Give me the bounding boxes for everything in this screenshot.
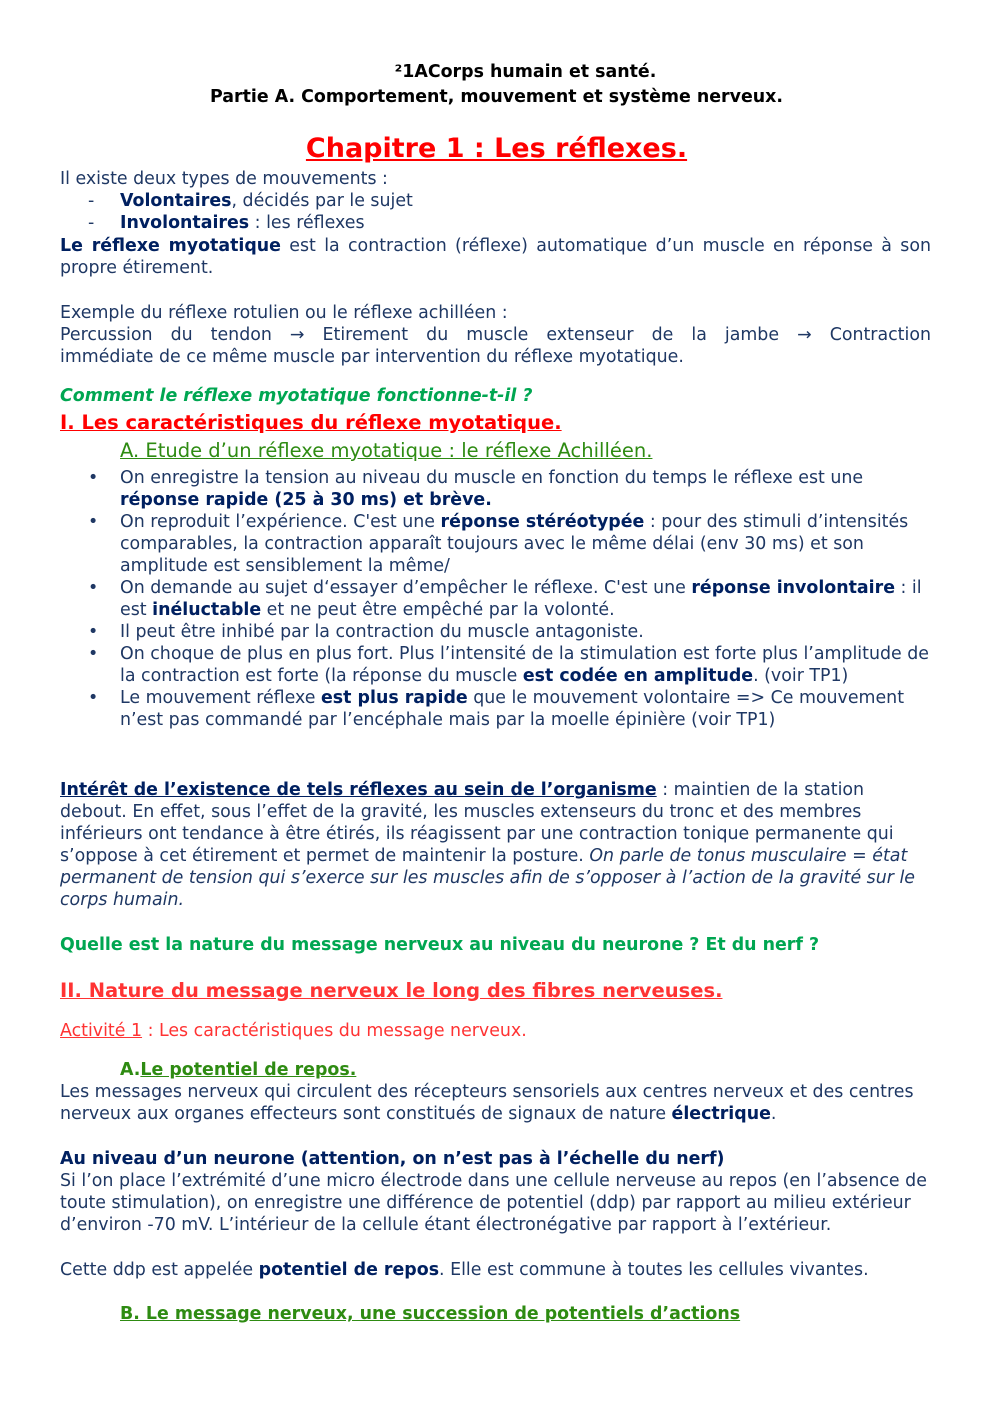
movement-types-list [60,190,931,234]
section-2a-text: Les messages nerveux qui circulent des récepteurs sensoriels aux centres nerveux et des centres nerveux aux organes effecteurs sont constitués de signaux de nature électrique. [60,1082,914,1124]
achilles-reflex-list [60,467,931,731]
section-2a-title: A.Le potentiel de repos. [120,1060,357,1080]
list-item: • Le mouvement réflexe est plus rapide que le mouvement volontaire => Ce mouvement n’est pas commandé par l’encéphale mais par la moelle épinière (voir TP1) [88,688,905,730]
example-line-2: immédiate de ce même muscle par intervention du réflexe myotatique. [60,347,684,367]
section-1-title: I. Les caractéristiques du réflexe myotatique. [60,411,562,434]
intro-line: Il existe deux types de mouvements : [60,169,388,189]
activity-link[interactable]: Activité 1 [60,1021,143,1041]
list-item: - Volontaires, décidés par le sujet [88,191,413,211]
reflex-interest: Intérêt de l’existence de tels réflexes au sein de l’organisme : maintien de la station debout. En effet, sous l’effet de la gravité, les muscles extenseurs du tronc et des membres inférieurs ont tendance à être étirés, ils réagissent par une contraction tonique permanente qui s’oppose à cet étirement et permet de maintenir la posture. On parle de tonus musculaire = état permanent de tension qui s’exerce sur les muscles afin de s’opposer à l’action de la gravité sur le corps humain. [60,780,915,910]
section-2b-title: B. Le message nerveux, une succession de potentiels d’actions [120,1304,741,1324]
activity-line: Activité 1 : Les caractéristiques du message nerveux. [60,1021,527,1041]
type-involuntary: Involontaires [120,213,250,233]
list-item: • Il peut être inhibé par la contraction du muscle antagoniste. [88,622,644,642]
chapter-title: Chapitre 1 : Les réflexes. [305,133,688,164]
list-item: • On choque de plus en plus fort. Plus l’intensité de la stimulation est forte plus l’amplitude de la contraction est forte (la réponse du muscle est codée en amplitude. (voir TP1) [88,644,929,686]
reflex-definition: Le réflexe myotatique est la contraction (réflexe) automatique d’un muscle en réponse à son propre étirement. [60,236,931,278]
example-line-1: Percussion du tendon → Etirement du muscle extenseur de la jambe → Contraction [60,325,931,345]
question-1: Comment le réflexe myotatique fonctionne-t-il ? [60,386,533,406]
neuron-heading: Au niveau d’un neurone (attention, on n’est pas à l’échelle du nerf) [60,1149,725,1169]
question-2: Quelle est la nature du message nerveux au niveau du neurone ? Et du nerf ? [60,935,820,955]
list-item: • On enregistre la tension au niveau du muscle en fonction du temps le réflexe est une réponse rapide (25 à 30 ms) et brève. [88,468,864,510]
example-intro: Exemple du réflexe rotulien ou le réflexe achilléen : [60,303,508,323]
section-2-title: II. Nature du message nerveux le long des fibres nerveuses. [60,979,723,1002]
list-item: • On reproduit l’expérience. C'est une réponse stéréotypée : pour des stimuli d’intensités comparables, la contraction apparaît toujours avec le même délai (env 30 ms) et son amplitude est sensiblement la même/ [88,512,909,576]
resting-potential-text: Cette ddp est appelée potentiel de repos. Elle est commune à toutes les cellules vivantes. [60,1260,869,1280]
header-course: ²1ACorps humain et santé. [394,62,657,82]
section-1a-title: A. Etude d’un réflexe myotatique : le réflexe Achilléen. [120,439,653,462]
neuron-text: Si l’on place l’extrémité d’une micro électrode dans une cellule nerveuse au repos (en l’absence de toute stimulation), on enregistre une différence de potentiel (ddp) par rapport au milieu extérieur d’environ -70 mV. L’intérieur de la cellule étant électronégative par rapport à l’extérieur. [60,1171,927,1235]
header-part: Partie A. Comportement, mouvement et système nerveux. [210,87,783,107]
list-item: - Involontaires : les réflexes [88,213,365,233]
list-item: • On demande au sujet d‘essayer d’empêcher le réflexe. C'est une réponse involontaire : il est inéluctable et ne peut être empêché par la volonté. [88,578,922,620]
type-voluntary: Volontaires [120,191,232,211]
